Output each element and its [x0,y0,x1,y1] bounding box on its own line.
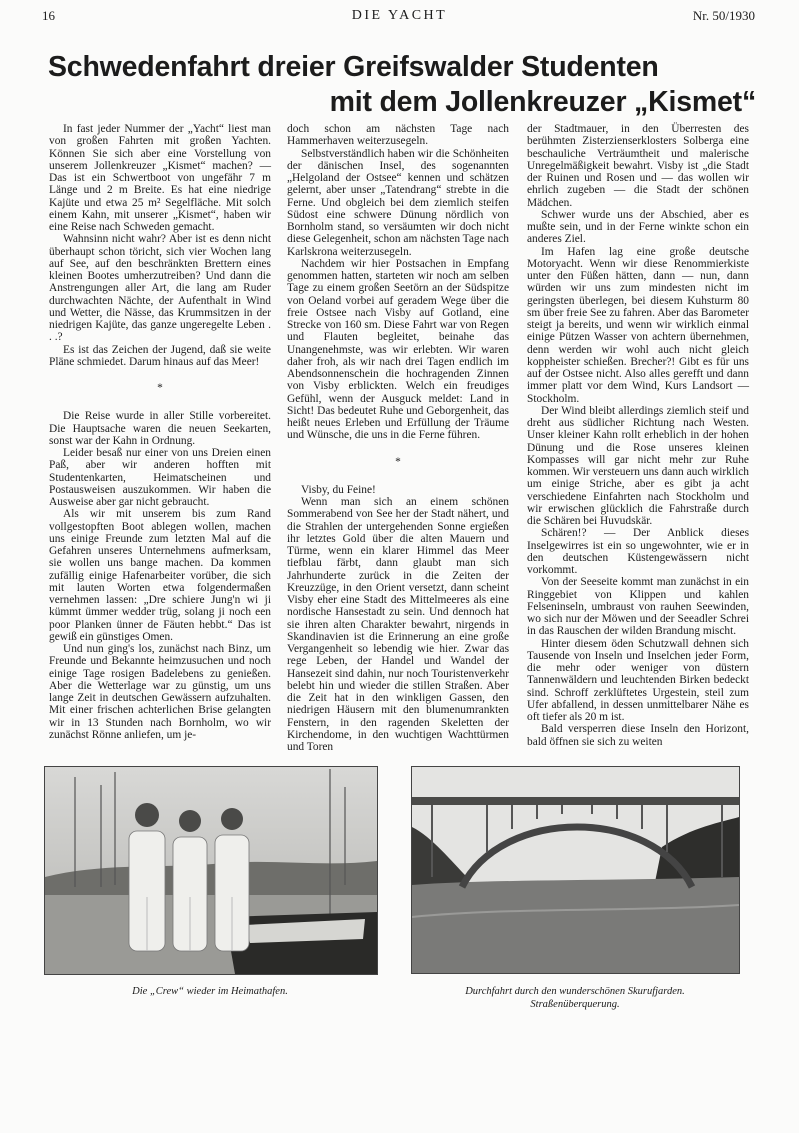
text-column-3 [527,123,749,748]
crew-photo [44,766,378,975]
magazine-name: DIE YACHT [351,8,448,23]
paragraph: In fast jeder Nummer der „Yacht“ liest man von großen Fahrten mit großen Yachten. Können Sie sich aber eine Vorstellung von unserem Jollenkreuzer „Kismet“ machen? — Das ist ein Schwertboot von ungefähr 7 m Länge und 2 m Breite. Es hat eine niedrige Kajüte und etwa 25 m² Segelfläche. Mit solch einem Kahn, mit unserer „Kismet“, haben wir eine Reise nach Schweden gemacht. [49,123,271,233]
paragraph: der Stadtmauer, in den Überresten des berühmten Zisterzienserklosters Solberga eine beschauliche Verträumtheit und malerische Unregelmäßigkeit bewahrt. Visby ist „die Stadt der Ruinen und Rosen und — das wollen wir ehrlich zugeben — die Stadt der schönen Mädchen. [527,123,749,209]
paragraph: Als wir mit unserem bis zum Rand vollgestopften Boot ablegen wollen, machen uns einige Freunde zum letzten Mal auf die Gefahren unseres Unternehmens aufmerksam, sie wollen uns bange machen. Da kommen zufällig einige Hafenarbeiter vorüber, die sich mit lauten Worten etwa folgendermaßen vernehmen lassen: „Dre schiere Jung'n wi ji kümmt ümmer wedder trüg, solang ji noch een poor Planken ünner de Fäuten hebbt.“ Das ist gewiß ein günstiges Omen. [49,508,271,643]
article-title [48,50,756,120]
bridge-caption-line-2: Straßenüberquerung. [530,998,620,1010]
issue-number: Nr. 50/1930 [692,8,755,23]
section-separator: * [157,382,163,394]
paragraph: Und nun ging's los, zunächst nach Binz, um Freunde und Bekannte heimzusuchen und noch einige Tage rosigen Badelebens zu genießen. Aber die Wetterlage war zu günstig, um uns lange Zeit in deutschen Gewässern aufzuhalten. Mit einer frischen achterlichen Brise gelangten wir in 13 Stunden nach Bornholm, wo wir zunächst Rönne anliefen, um je- [49,643,271,741]
text-column-1 [49,123,271,741]
paragraph: Bald versperren diese Inseln den Horizont, bald öffnen sie sich zu weiten [527,723,749,748]
paragraph: Wahnsinn nicht wahr? Aber ist es denn nicht überhaupt schon töricht, sich vier Wochen lang auf See, auf den beschränkten Brettern eines kleinen Bootes umherzutreiben? Und dann die Anstrengungen aller Art, die lang am Ruder durchwachten Nächte, der Aufenthalt in Wind und Wetter, die Nässe, das Krummsitzen in der niedrigen Kajüte, das ganze ungeregelte Leben . . .? [49,233,271,344]
bridge-photo-image [412,767,739,973]
crew-photo-caption: Die „Crew“ wieder im Heimathafen. [132,986,288,997]
crew-photo-image [45,767,377,974]
paragraph: Der Wind bleibt allerdings ziemlich steif und dreht aus südlicher Richtung nach Westen. Unser kleiner Kahn rollt erheblich in der hohen Dünung und die Rose unseres kleinen Kompasses will gar nicht mehr zur Ruhe kommen. Wir versteuern uns dann auch wirklich um einige Striche, aber es gibt ja acht verschiedene Einfahrten nach Stockholm und wir erwischen glücklich die Fahrstraße durch die Schären bei Huvudskär. [527,404,749,527]
paragraph: Im Hafen lag eine große deutsche Motoryacht. Wenn wir diese Renommierkiste unter den Füßen hätten, dann — nun, dann würden wir uns zum mindesten nicht im geringsten überlegen, bei diesem Kuhsturm 80 sm über freie See zu fahren. Aber das Barometer steigt ja bereits, und wenn wir wirklich einmal einige Pützen Wasser von achtern übernehmen, denn werden wir wohl auch nicht gleich koppheister schießen. Brecher?! Gibt es für uns auf der Ostsee nicht. Also alles gerefft und dann immer platt vor dem Wind, Kurs Landsort — Stockholm. [527,245,749,405]
paragraph: Von der Seeseite kommt man zunächst in ein Ringgebiet von Klippen und kahlen Felseninseln, umbraust von rauhen Seewinden, wo sich nur der Möwen und der Seeadler Schrei in das Rauschen der wilden Brandung mischt. [527,576,749,638]
paragraph: Leider besaß nur einer von uns Dreien einen Paß, aber wir anderen hofften mit Studentenkarten, Heimatscheinen und Postausweisen auszukommen. Wir haben die Ausweise aber gar nicht gebraucht. [49,447,271,508]
paragraph: Es ist das Zeichen der Jugend, daß sie weite Pläne schmiedet. Darum hinaus auf das Meer! [49,343,271,368]
article-title-line-1: Schwedenfahrt dreier Greifswalder Studenten [48,51,659,83]
paragraph: Die Reise wurde in aller Stille vorbereitet. Die Hauptsache waren die neuen Seekarten, sonst war der Kahn in Ordnung. [49,410,271,447]
page-number: 16 [42,8,55,23]
paragraph: Wenn man sich an einem schönen Sommerabend von See her der Stadt nähert, und die Strahlen der untergehenden Sonne ergießen ihr letztes Gold über die alten Mauern und Türme, wenn ein klarer Himmel das Meer tiefblau färbt, dann glaubt man sich Jahrhunderte zurück in die Zeiten der Kreuzzüge, in den Orient versetzt, dann scheint Visby eher eine Stadt des Mittelmeeres als eine nordische Hansestadt zu sein. Und dennoch hat sie ihren alten Charakter bewahrt, nirgends in Skandinavien ist die Erinnerung an eine große Vergangenheit so lebendig wie hier. Zwar das rege Leben, der Handel und Wandel der Hansezeit sind dahin, nur noch Touristenverkehr belebt hin und wieder die stillen Straßen. Aber die Zeit hat in den winkligen Gassen, den niedrigen Häusern mit den blumenumrankten Fenstern, in den ragenden Skeletten der Kirchendome, in den wuchtigen Wachttürmen und Toren [287,496,509,753]
paragraph: Schwer wurde uns der Abschied, aber es mußte sein, und in der Ferne winkte schon ein anderes Ziel. [527,208,749,246]
bridge-caption-line-1: Durchfahrt durch den wunderschönen Skurufjarden. [465,986,685,997]
section-separator: * [395,455,401,468]
text-column-2 [287,123,509,753]
bridge-photo [411,766,740,974]
running-header [0,8,799,28]
paragraph: doch schon am nächsten Tage nach Hammerhaven weiterzusegeln. [287,123,509,148]
paragraph: Nachdem wir hier Postsachen in Empfang genommen hatten, starteten wir noch am selben Tage zu einem großen Seetörn an der Südspitze von Oeland vorbei auf geradem Wege über die freie Ostsee nach Visby auf Gotland, eine Strecke von 160 sm. Diese Fahrt war von Regen und Flauten begleitet, beinahe das Unangenehmste, was wir erlebten. Wir waren daher froh, als wir nach drei Tagen endlich im Abendsonnenschein die hochragenden Zinnen von Visby erblickten. Welch ein freudiges Gefühl, wenn der Ausguck meldet: Land in Sicht! Das bedeutet Ruhe und Geborgenheit, das heißt neues Erleben und Erfüllung der Träume und Wünsche, die uns in die Ferne führen. [287,257,509,442]
paragraph: Hinter diesem öden Schutzwall dehnen sich Tausende von Inseln und Inselchen jeder Form, die mehr oder weniger von düstern Tannenwäldern und leuchtenden Birken bedeckt sind. Schroff zerklüftetes Urgestein, steil zum Ufer abfallend, in dessen unmittelbarer Nähe es oft tiefer als 20 m ist. [527,637,749,723]
paragraph: Schären!? — Der Anblick dieses Inselgewirres ist ein so ungewohnter, wie er in den deutschen Küstengewässern nicht vorkommt. [527,527,749,576]
bridge-photo-caption [400,986,750,1011]
paragraph: Visby, du Feine! [301,483,376,496]
article-title-line-2: mit dem Jollenkreuzer „Kismet“ [329,86,756,118]
paragraph: Selbstverständlich haben wir die Schönheiten der dänischen Insel, des sogenannten „Helgoland der Ostsee“ kennen und schätzen gelernt, aber unser „Tatendrang“ strebte in die Ferne. Und obgleich bei dem ziemlich steifen Südost eine schwere Dünung nördlich von Bornholm stand, so versäumten wir doch nicht diese Gelegenheit, schon am nächsten Tage nach Karlskrona weiterzusegeln. [287,147,509,258]
